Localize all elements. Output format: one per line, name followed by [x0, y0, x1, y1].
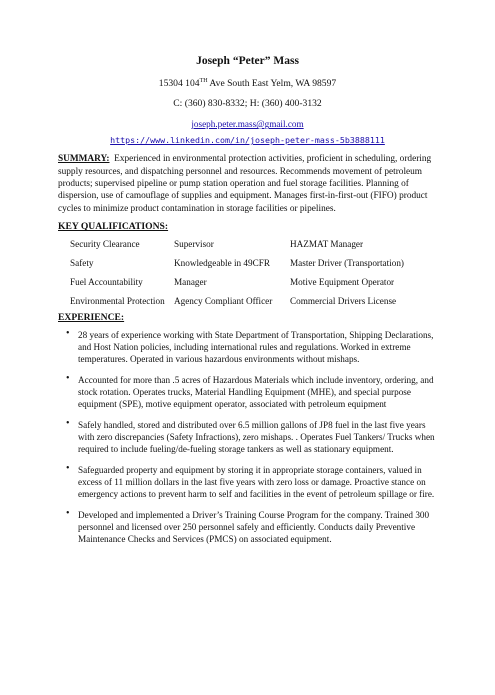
address-suffix: TH: [199, 78, 208, 84]
list-item: [58, 419, 437, 455]
list-item: [58, 464, 437, 500]
qualification-cell: Commercial Drivers License: [290, 295, 397, 306]
qualification-cell: Master Driver (Transportation): [290, 257, 404, 268]
list-item: [58, 374, 437, 410]
summary-text: Experienced in environmental protection activities, proficient in scheduling, ordering supply resources, and dispatching personnel and resources. Recommends movement of petroleum products; supervised pipeline or pump station operation and fuel storage facilities. Planning of dispersion, use of camouflage of supplies and equipment. Manages first-in-first-out (FIFO) product cycles to minimize product contamination in storage facilities or pipelines.: [58, 154, 432, 214]
bullet-icon: •: [66, 328, 70, 340]
qualifications-row: [70, 234, 404, 253]
resume-page: [0, 55, 495, 695]
address-rest: Ave South East Yelm, WA 98597: [207, 78, 337, 90]
phone-line: C: (360) 830-8332; H: (360) 400-3132: [173, 98, 322, 110]
qualifications-table: [70, 234, 404, 310]
candidate-name: Joseph “Peter” Mass: [196, 55, 299, 67]
bullet-icon: •: [66, 508, 70, 520]
experience-text: Safeguarded property and equipment by storing it in appropriate storage containers, valued in excess of 11 million dollars in the last five years with zero loss or damage. Proactive stance on emergency actions to prevent harm to self and facilities in the event of petroleum spillage or fire.: [78, 465, 435, 500]
experience-text: 28 years of experience working with State Department of Transportation, Shipping Declarations, and Host Nation policies, including international rules and regulations. Worked in extreme temperatures. Operated in various hazardous environments without mishaps.: [78, 330, 434, 365]
linkedin-link[interactable]: https://www.linkedin.com/in/joseph-peter-mass-5b3888111: [110, 135, 385, 146]
experience-list: [58, 329, 437, 545]
experience-text: Safely handled, stored and distributed over 6.5 million gallons of JP8 fuel in the last five years with zero discrepancies (Safety Infractions), zero mishaps. . Operates Fuel Tankers/ Trucks when required to include fueling/de-fueling storage tankers as well as stationary equipment.: [78, 420, 435, 455]
experience-text: Accounted for more than .5 acres of Hazardous Materials which include inventory, ordering, and stock rotation. Operates trucks, Material Handling Equipment (MHE), and special purpose equipment (SPE), motive equipment operator, associated with petroleum equipment: [78, 375, 434, 410]
qualification-cell: Environmental Protection: [70, 295, 165, 306]
qualification-cell: Supervisor: [174, 238, 214, 249]
qualification-cell: Manager: [174, 276, 207, 287]
qualification-cell: Agency Compliant Officer: [174, 295, 273, 306]
email-link[interactable]: joseph.peter.mass@gmail.com: [191, 119, 304, 130]
qualifications-row: [70, 253, 404, 272]
bullet-icon: •: [66, 418, 70, 430]
address-number: 15304 104: [158, 78, 200, 90]
summary-section: [58, 153, 437, 215]
qualification-cell: HAZMAT Manager: [290, 238, 364, 249]
list-item: [58, 329, 437, 365]
address-line: [58, 78, 437, 89]
list-item: [58, 509, 437, 545]
experience-text: Developed and implemented a Driver’s Training Course Program for the company. Trained 300 personnel and licensed over 250 personnel safely and efficiently. Conducts daily Preventive Maintenance Checks and Services (PMCS) on associated equipment.: [78, 510, 430, 545]
bullet-icon: •: [66, 463, 70, 475]
qualification-cell: Fuel Accountability: [70, 276, 143, 287]
qualification-cell: Safety: [70, 257, 94, 268]
key-qualifications-heading: KEY QUALIFICATIONS:: [58, 221, 169, 233]
qualification-cell: Security Clearance: [70, 238, 140, 249]
qualification-cell: Knowledgeable in 49CFR: [174, 257, 270, 268]
qualifications-row: [70, 291, 404, 310]
bullet-icon: •: [66, 373, 70, 385]
experience-heading: EXPERIENCE:: [58, 312, 125, 324]
summary-heading: SUMMARY:: [58, 154, 110, 165]
qualification-cell: Motive Equipment Operator: [290, 276, 395, 287]
qualifications-row: [70, 272, 404, 291]
